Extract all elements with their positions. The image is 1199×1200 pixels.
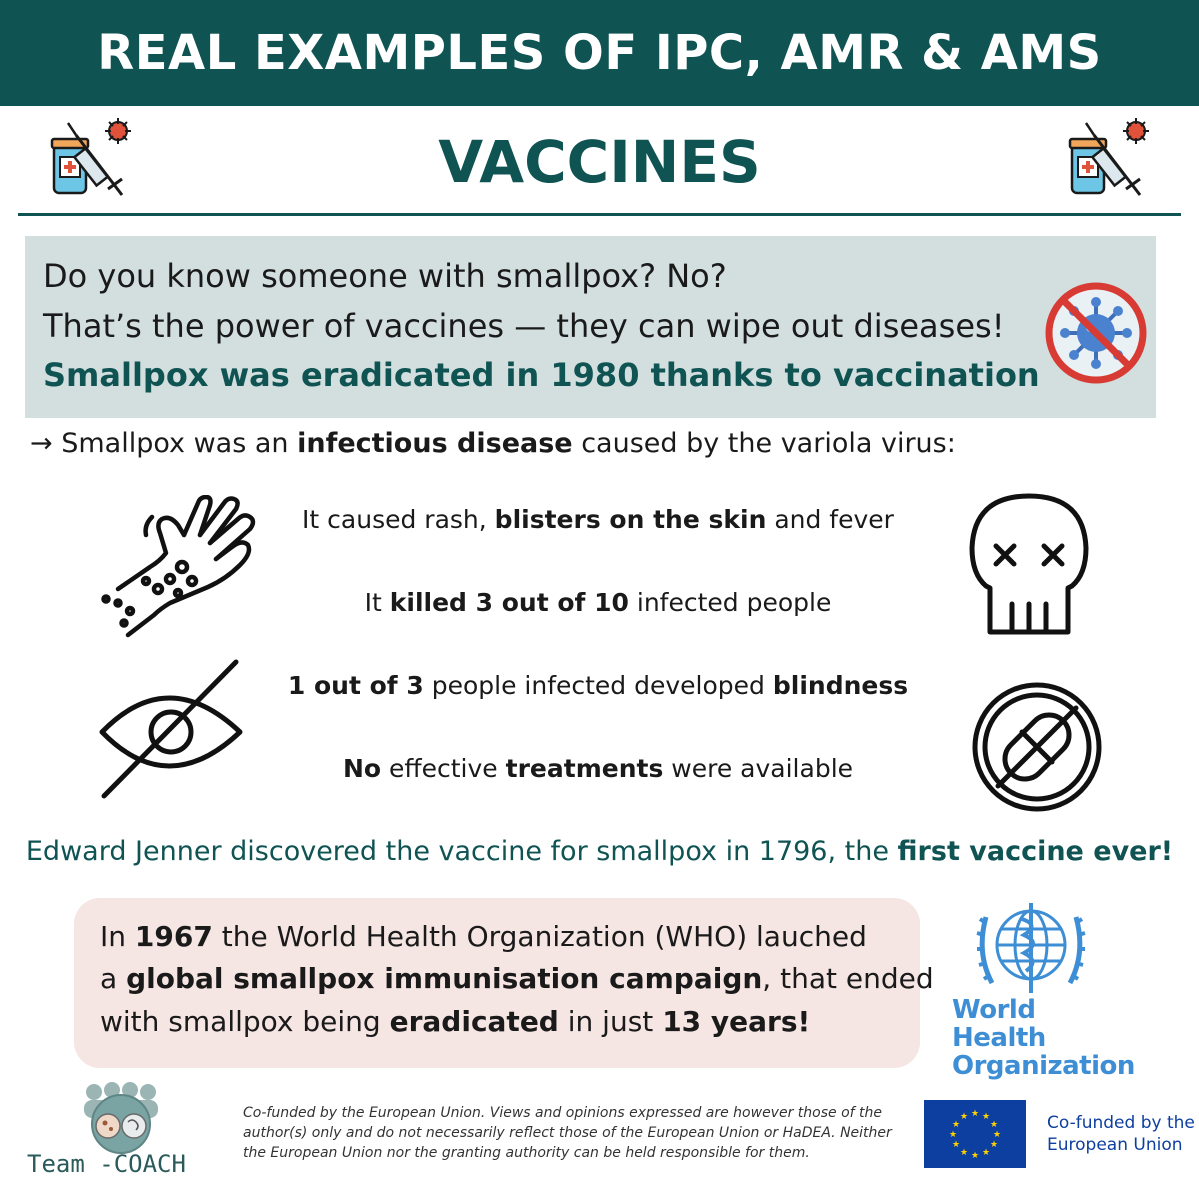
intro-line-1: Do you know someone with smallpox? No?: [43, 257, 727, 295]
fact-text: It caused rash,: [302, 505, 495, 534]
fact-bold: No: [342, 754, 382, 783]
who-bold: 1967: [134, 920, 213, 953]
banner-title: REAL EXAMPLES OF IPC, AMR & AMS: [97, 25, 1102, 81]
title-divider: [18, 213, 1181, 216]
who-wordmark-line2: Organization: [952, 1051, 1135, 1081]
who-text: the World Health Organization (WHO) lauched: [212, 920, 867, 953]
jenner-statement: [0, 836, 1199, 867]
fact-text: and fever: [766, 505, 894, 534]
eu-cofunded-label: [1047, 1112, 1195, 1156]
fact-bold: blisters on the skin: [494, 505, 767, 534]
who-line-3: [100, 1005, 810, 1038]
svg-text:★: ★: [948, 1130, 958, 1140]
fact-bold: killed 3 out of 10: [389, 588, 629, 617]
crossed-eye-icon: [98, 656, 246, 802]
disclaimer-text: Co-funded by the European Union. Views and opinions expressed are however those of the author(s) only and do not necessarily reflect those of the European Union or HaDEA. Neither the European Union nor the granting authority can be held responsible for them.: [243, 1105, 892, 1161]
fact-text: It: [364, 588, 390, 617]
cause-prefix: → Smallpox was an: [30, 428, 298, 459]
fact-mortality: [248, 588, 948, 617]
team-coach-logo: [76, 1082, 166, 1154]
eu-flag-icon: [924, 1100, 1026, 1168]
no-treatment-icon: [970, 680, 1104, 814]
cause-bold: infectious disease: [297, 428, 573, 459]
fact-treatment: [248, 754, 948, 783]
fact-text: infected people: [628, 588, 832, 617]
svg-text:★: ★: [951, 1120, 961, 1130]
who-bold: global smallpox immunisation campaign: [126, 962, 763, 995]
skull-icon: [968, 492, 1090, 637]
fact-rash: [248, 505, 948, 534]
cause-suffix: caused by the variola virus:: [572, 428, 956, 459]
intro-line-3: Smallpox was eradicated in 1980 thanks to vaccination: [43, 356, 1040, 394]
svg-text:★: ★: [981, 1148, 991, 1158]
who-text: , that ended: [762, 962, 934, 995]
eu-label-line1: Co-funded by the: [1047, 1113, 1195, 1133]
fact-bold: 1 out of 3: [287, 671, 424, 700]
svg-text:★: ★: [959, 1148, 969, 1158]
jenner-bold: first vaccine ever!: [897, 836, 1174, 867]
fact-blindness: [248, 671, 948, 700]
svg-text:★: ★: [989, 1140, 999, 1150]
fact-text: people infected developed: [423, 671, 773, 700]
who-bold: eradicated: [389, 1005, 559, 1038]
header-banner: [0, 0, 1199, 106]
who-bold: 13 years!: [662, 1005, 811, 1038]
fact-bold: blindness: [772, 671, 909, 700]
svg-text:★: ★: [959, 1112, 969, 1122]
cause-statement: [30, 428, 956, 459]
intro-line-2: That’s the power of vaccines — they can wipe out diseases!: [43, 307, 1005, 345]
who-wordmark: [952, 995, 1135, 1081]
team-coach-wordmark: Team -COACH: [27, 1150, 186, 1178]
fact-bold: treatments: [505, 754, 664, 783]
jenner-text: Edward Jenner discovered the vaccine for smallpox in 1796, the: [25, 836, 898, 867]
who-text: a: [100, 962, 127, 995]
who-text: with smallpox being: [100, 1005, 390, 1038]
svg-text:★: ★: [981, 1112, 991, 1122]
svg-text:★: ★: [951, 1140, 961, 1150]
rash-hand-icon: [100, 495, 260, 640]
who-text: In: [100, 920, 135, 953]
no-virus-icon: [1043, 280, 1149, 386]
svg-text:★: ★: [970, 1151, 980, 1161]
who-wordmark-line1: World Health: [952, 995, 1046, 1053]
who-line-2: [100, 962, 934, 995]
fact-text: effective: [381, 754, 506, 783]
page-title: VACCINES: [438, 128, 761, 196]
who-line-1: [100, 920, 867, 953]
svg-text:★: ★: [970, 1109, 980, 1119]
svg-text:★: ★: [989, 1120, 999, 1130]
who-emblem-icon: [972, 893, 1090, 1003]
who-text: in just: [558, 1005, 663, 1038]
fact-text: were available: [663, 754, 854, 783]
eu-label-line2: European Union: [1047, 1135, 1183, 1155]
svg-text:★: ★: [992, 1130, 1002, 1140]
